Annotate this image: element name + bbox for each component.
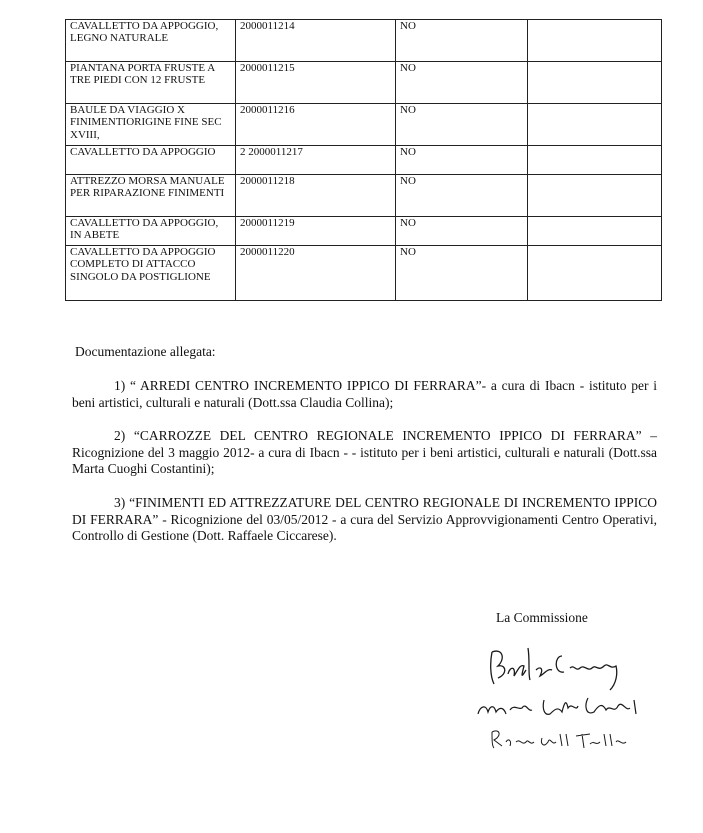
item-code: 2000011215 bbox=[236, 62, 396, 104]
item-code: 2000011214 bbox=[236, 20, 396, 62]
item-code: 2000011218 bbox=[236, 175, 396, 217]
item-code: 2000011216 bbox=[236, 104, 396, 146]
inventory-table-body bbox=[66, 20, 662, 301]
table-row bbox=[66, 217, 662, 246]
item-flag: NO bbox=[396, 62, 528, 104]
table-row bbox=[66, 146, 662, 175]
attachment-item bbox=[72, 495, 657, 545]
table-row bbox=[66, 246, 662, 301]
signature-2 bbox=[478, 698, 636, 714]
item-flag: NO bbox=[396, 246, 528, 301]
item-flag: NO bbox=[396, 217, 528, 246]
attachment-item bbox=[72, 428, 657, 478]
item-description: BAULE DA VIAGGIO X FINIMENTIORIGINE FINE SEC XVIII, bbox=[66, 104, 236, 146]
item-description: CAVALLETTO DA APPOGGIO, IN ABETE bbox=[66, 217, 236, 246]
item-extra bbox=[528, 146, 662, 175]
item-description: CAVALLETTO DA APPOGGIO bbox=[66, 146, 236, 175]
item-flag: NO bbox=[396, 104, 528, 146]
attachment-text: 1) “ ARREDI CENTRO INCREMENTO IPPICO DI FERRARA”- a cura di Ibacn - istituto per i beni artistici, culturali e naturali (Dott.ssa Claudia Collina); bbox=[72, 378, 657, 410]
item-code: 2 2000011217 bbox=[236, 146, 396, 175]
item-extra bbox=[528, 62, 662, 104]
item-extra bbox=[528, 104, 662, 146]
item-extra bbox=[528, 246, 662, 301]
inventory-table bbox=[65, 19, 662, 301]
attachment-text: 3) “FINIMENTI ED ATTREZZATURE DEL CENTRO REGIONALE DI INCREMENTO IPPICO DI FERRARA” - Ricognizione del 03/05/2012 - a cura del Servizio Approvvigionamenti Centro Operativi, Controllo di Gestione (Dott. Raffaele Ciccarese). bbox=[72, 495, 657, 543]
signature-3 bbox=[492, 731, 626, 748]
item-code: 2000011220 bbox=[236, 246, 396, 301]
table-row bbox=[66, 175, 662, 217]
item-description: PIANTANA PORTA FRUSTE A TRE PIEDI CON 12 FRUSTE bbox=[66, 62, 236, 104]
item-flag: NO bbox=[396, 175, 528, 217]
item-code: 2000011219 bbox=[236, 217, 396, 246]
item-extra bbox=[528, 20, 662, 62]
item-description: CAVALLETTO DA APPOGGIO, LEGNO NATURALE bbox=[66, 20, 236, 62]
table-row bbox=[66, 104, 662, 146]
handwritten-signatures bbox=[470, 640, 695, 755]
commission-label: La Commissione bbox=[496, 610, 588, 625]
table-row bbox=[66, 20, 662, 62]
attachments-heading: Documentazione allegata: bbox=[75, 344, 216, 359]
attachment-item bbox=[72, 378, 657, 411]
item-extra bbox=[528, 175, 662, 217]
item-extra bbox=[528, 217, 662, 246]
item-flag: NO bbox=[396, 20, 528, 62]
item-flag: NO bbox=[396, 146, 528, 175]
signature-1 bbox=[491, 648, 617, 690]
item-description: ATTREZZO MORSA MANUALE PER RIPARAZIONE FINIMENTI bbox=[66, 175, 236, 217]
item-description: CAVALLETTO DA APPOGGIO COMPLETO DI ATTACCO SINGOLO DA POSTIGLIONE bbox=[66, 246, 236, 301]
table-row bbox=[66, 62, 662, 104]
attachment-text: 2) “CARROZZE DEL CENTRO REGIONALE INCREMENTO IPPICO DI FERRARA” – Ricognizione del 3 maggio 2012- a cura di Ibacn - - istituto per i beni artistici, culturali e naturali (Dott.ssa Marta Cuoghi Costantini); bbox=[72, 428, 657, 476]
